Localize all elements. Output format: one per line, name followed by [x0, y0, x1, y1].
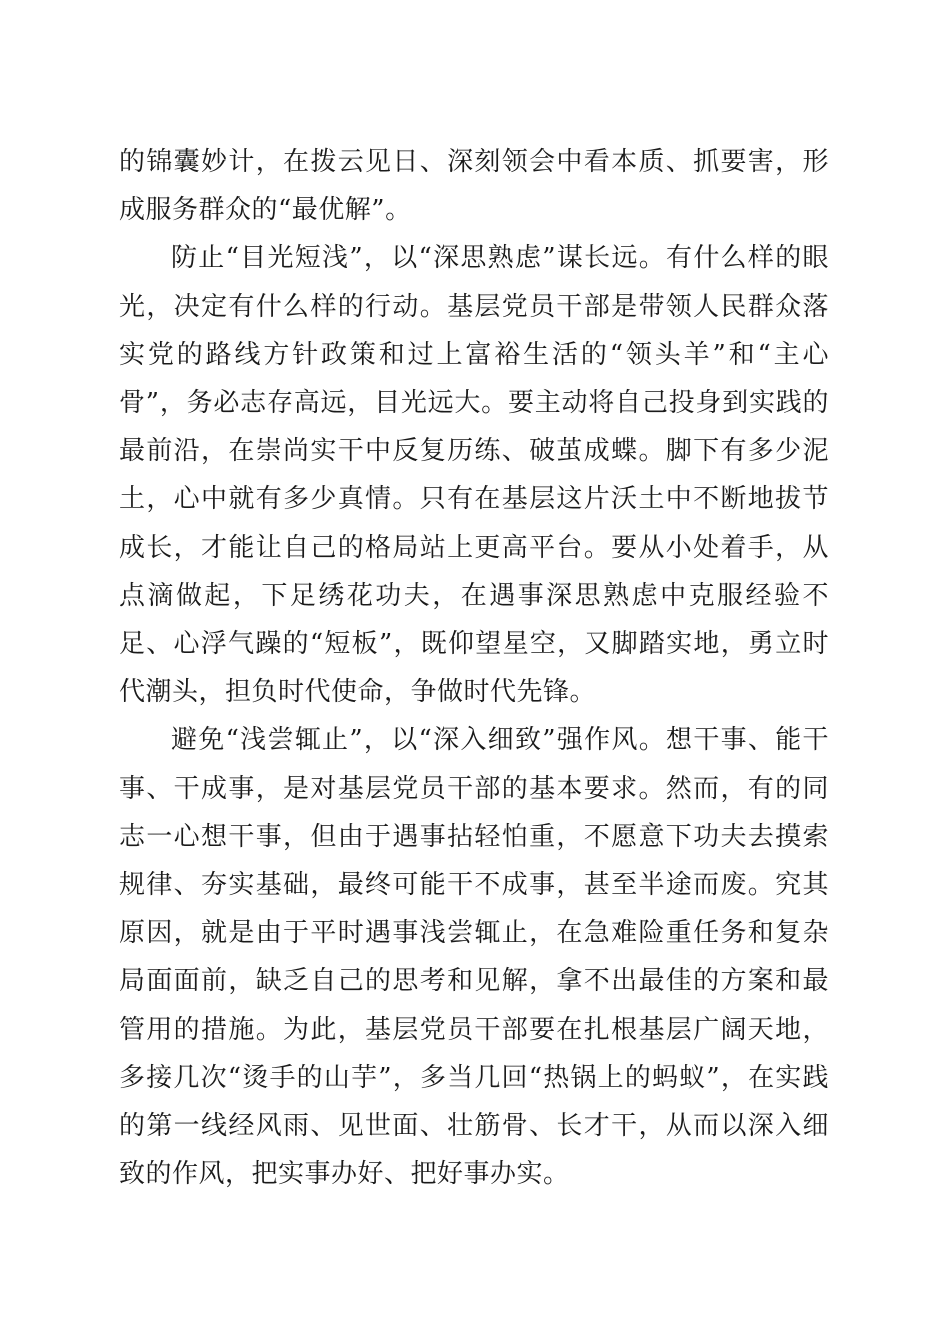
paragraph-vision: 防止“目光短浅”，以“深思熟虑”谋长远。有什么样的眼光，决定有什么样的行动。基层党员干部是带领人民群众落实党的路线方针政策和过上富裕生活的“领头羊”和“主心骨”，务必志存高远，目光远大。要主动将自己投身到实践的最前沿，在崇尚实干中反复历练、破茧成蝶。脚下有多少泥土，心中就有多少真情。只有在基层这片沃土中不断地拔节成长，才能让自己的格局站上更高平台。要从小处着手，从点滴做起，下足绣花功夫，在遇事深思熟虑中克服经验不足、心浮气躁的“短板”，既仰望星空，又脚踏实地，勇立时代潮头，担负时代使命，争做时代先锋。	[119, 243, 829, 708]
paragraph-continuation: 的锦囊妙计，在拨云见日、深刻领会中看本质、抓要害，形成服务群众的“最优解”。	[119, 147, 829, 226]
paragraph-work-style: 避免“浅尝辄止”，以“深入细致”强作风。想干事、能干事、干成事，是对基层党员干部的基本要求。然而，有的同志一心想干事，但由于遇事拈轻怕重，不愿意下功夫去摸索规律、夯实基础，最终可能干不成事，甚至半途而废。究其原因，就是由于平时遇事浅尝辄止，在急难险重任务和复杂局面面前，缺乏自己的思考和见解，拿不出最佳的方案和最管用的措施。为此，基层党员干部要在扎根基层广阔天地，多接几次“烫手的山芋”，多当几回“热锅上的蚂蚁”，在实践的第一线经风雨、见世面、壮筋骨、长才干，从而以深入细致的作风，把实事办好、把好事办实。	[119, 725, 829, 1190]
document-body	[119, 138, 829, 1198]
